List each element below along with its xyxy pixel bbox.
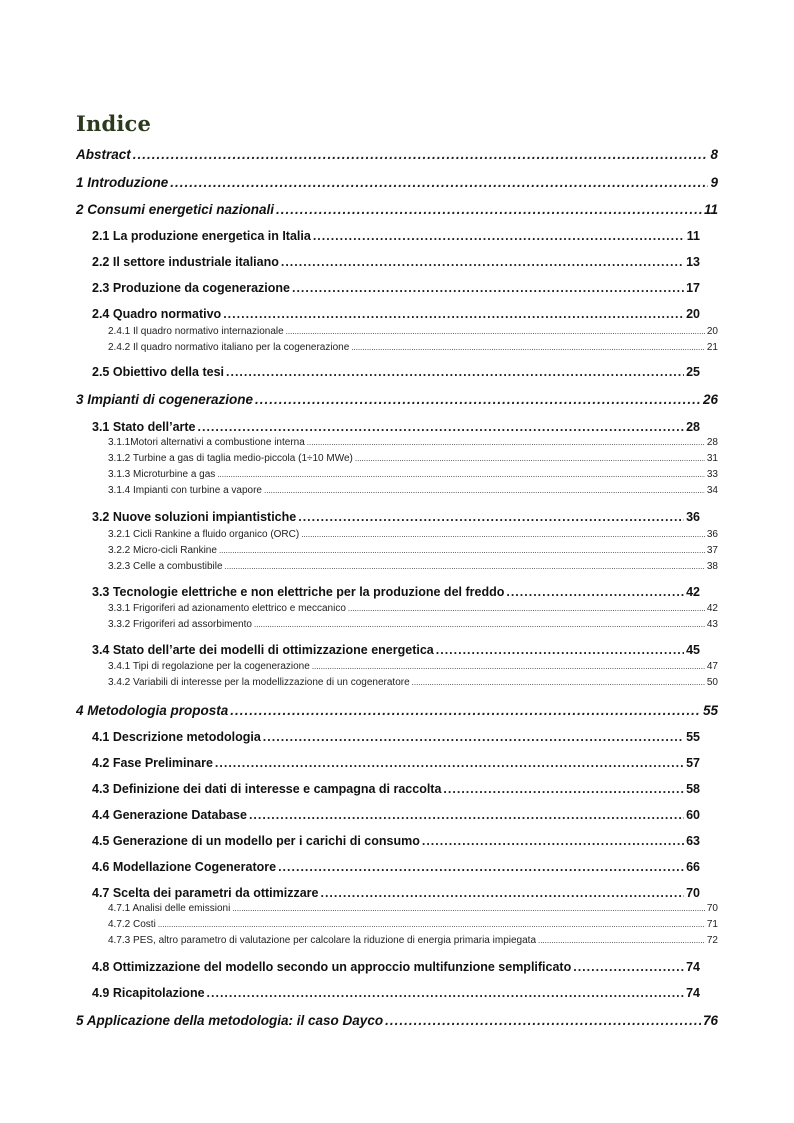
toc-leader-dots — [230, 703, 701, 718]
toc-entry-title: 3.1.4 Impianti con turbine a vapore — [108, 485, 262, 496]
toc-leader-dots — [207, 986, 685, 1000]
toc-entry[interactable] — [92, 281, 700, 298]
toc-leader-dots — [320, 886, 684, 900]
toc-entry-page: 17 — [686, 281, 700, 295]
toc-entry[interactable] — [92, 510, 700, 527]
toc-leader-dots — [223, 307, 684, 321]
toc-leader-dots — [158, 920, 705, 929]
toc-entry-page: 71 — [706, 919, 718, 930]
toc-entry-title: 3.4.1 Tipi di regolazione per la cogenerazione — [108, 661, 310, 672]
toc-entry-page: 21 — [706, 342, 718, 353]
toc-entry-title: 2.4.2 Il quadro normativo italiano per la cogenerazione — [108, 342, 350, 353]
toc-entry-page: 26 — [702, 392, 718, 407]
toc-leader-dots — [301, 530, 705, 539]
toc-entry[interactable] — [108, 561, 718, 575]
toc-entry-page: 45 — [686, 643, 700, 657]
toc-entry-page: 72 — [706, 935, 718, 946]
toc-entry[interactable] — [92, 420, 700, 437]
toc-entry[interactable] — [108, 529, 718, 543]
toc-leader-dots — [286, 327, 705, 336]
toc-entry[interactable] — [92, 834, 700, 851]
toc-entry[interactable] — [108, 603, 718, 617]
toc-entry-title: 4.7.2 Costi — [108, 919, 156, 930]
toc-leader-dots — [232, 904, 705, 913]
toc-leader-dots — [198, 420, 685, 434]
toc-entry-title: 2.3 Produzione da cogenerazione — [92, 281, 290, 295]
toc-entry-title: 4.4 Generazione Database — [92, 808, 247, 822]
toc-leader-dots — [292, 281, 684, 295]
toc-entry-page: 11 — [686, 229, 700, 243]
toc-entry-title: 4.8 Ottimizzazione del modello secondo un approccio multifunzione semplificato — [92, 960, 572, 974]
toc-entry[interactable] — [108, 485, 718, 499]
toc-entry[interactable] — [108, 453, 718, 467]
toc-leader-dots — [298, 510, 684, 524]
toc-leader-dots — [573, 960, 684, 974]
toc-entry-page: 42 — [706, 603, 718, 614]
toc-entry-title: 4 Metodologia proposta — [76, 703, 229, 718]
toc-entry[interactable] — [92, 860, 700, 877]
toc-leader-dots — [506, 585, 684, 599]
toc-entry[interactable] — [92, 756, 700, 773]
toc-leader-dots — [133, 147, 709, 162]
toc-entry-page: 34 — [706, 485, 718, 496]
toc-entry-title: 3.3.1 Frigoriferi ad azionamento elettrico e meccanico — [108, 603, 346, 614]
toc-leader-dots — [351, 343, 705, 352]
toc-entry-title: 4.6 Modellazione Cogeneratore — [92, 860, 277, 874]
toc-entry-page: 20 — [686, 307, 700, 321]
toc-leader-dots — [436, 643, 684, 657]
toc-entry[interactable] — [76, 703, 718, 721]
toc-entry-title: 3.1.1Motori alternativi a combustione interna — [108, 437, 305, 448]
toc-leader-dots — [538, 936, 705, 945]
toc-entry-title: 2.5 Obiettivo della tesi — [92, 365, 224, 379]
toc-entry-page: 20 — [706, 326, 718, 337]
toc-entry[interactable] — [76, 1013, 718, 1031]
toc-leader-dots — [263, 730, 684, 744]
toc-entry-page: 58 — [686, 782, 700, 796]
toc-entry[interactable] — [108, 326, 718, 340]
toc-leader-dots — [412, 678, 705, 687]
toc-entry-title: 1 Introduzione — [76, 175, 169, 190]
toc-entry-title: 3.2.1 Cicli Rankine a fluido organico (ORC) — [108, 529, 300, 540]
toc-entry-page: 60 — [686, 808, 700, 822]
toc-leader-dots — [170, 175, 708, 190]
page-title: Indice — [76, 111, 152, 136]
toc-entry-title: 3.1.2 Turbine a gas di taglia medio-piccola (1÷10 MWe) — [108, 453, 353, 464]
toc-entry[interactable] — [92, 585, 700, 602]
toc-entry[interactable] — [108, 919, 718, 933]
toc-entry-page: 11 — [703, 202, 718, 217]
toc-entry[interactable] — [108, 935, 718, 949]
toc-entry-page: 47 — [706, 661, 718, 672]
toc-entry-title: 3.4 Stato dell’arte dei modelli di ottimizzazione energetica — [92, 643, 434, 657]
toc-entry-title: 4.1 Descrizione metodologia — [92, 730, 261, 744]
toc-leader-dots — [422, 834, 684, 848]
toc-entry[interactable] — [92, 886, 700, 903]
toc-entry[interactable] — [76, 147, 718, 165]
toc-entry-title: 4.9 Ricapitolazione — [92, 986, 205, 1000]
toc-entry-title: 4.5 Generazione di un modello per i carichi di consumo — [92, 834, 420, 848]
toc-entry-title: 3.2.2 Micro-cicli Rankine — [108, 545, 217, 556]
toc-leader-dots — [249, 808, 684, 822]
toc-leader-dots — [313, 229, 685, 243]
toc-entry-title: 4.7 Scelta dei parametri da ottimizzare — [92, 886, 319, 900]
toc-leader-dots — [254, 620, 705, 629]
toc-entry-page: 13 — [686, 255, 700, 269]
toc-entry-page: 31 — [706, 453, 718, 464]
toc-entry[interactable] — [92, 782, 700, 799]
toc-leader-dots — [307, 438, 705, 447]
toc-entry[interactable] — [108, 342, 718, 356]
toc-entry-page: 74 — [686, 960, 700, 974]
toc-entry[interactable] — [76, 202, 718, 220]
toc-entry-page: 38 — [706, 561, 718, 572]
toc-entry-title: 3.3.2 Frigoriferi ad assorbimento — [108, 619, 252, 630]
toc-entry-title: 3 Impianti di cogenerazione — [76, 392, 254, 407]
toc-entry[interactable] — [108, 619, 718, 633]
toc-entry-title: 2.1 La produzione energetica in Italia — [92, 229, 311, 243]
toc-entry-page: 33 — [706, 469, 718, 480]
toc-entry-page: 70 — [686, 886, 700, 900]
toc-leader-dots — [215, 756, 684, 770]
toc-entry[interactable] — [92, 229, 700, 246]
toc-entry[interactable] — [92, 960, 700, 977]
toc-entry-page: 63 — [686, 834, 700, 848]
toc-entry-page: 42 — [686, 585, 700, 599]
toc-leader-dots — [278, 860, 684, 874]
toc-entry[interactable] — [92, 255, 700, 272]
toc-leader-dots — [217, 470, 705, 479]
toc-entry-page: 9 — [710, 175, 718, 190]
toc-leader-dots — [219, 546, 705, 555]
toc-leader-dots — [385, 1013, 701, 1028]
toc-leader-dots — [276, 202, 702, 217]
toc-entry-page: 43 — [706, 619, 718, 630]
toc-entry-title: 2.4.1 Il quadro normativo internazionale — [108, 326, 284, 337]
toc-entry[interactable] — [108, 469, 718, 483]
toc-entry[interactable] — [76, 392, 718, 410]
toc-entry[interactable] — [92, 643, 700, 660]
toc-entry[interactable] — [108, 677, 718, 691]
toc-entry[interactable] — [108, 661, 718, 675]
toc-entry-title: 2 Consumi energetici nazionali — [76, 202, 275, 217]
toc-entry[interactable] — [92, 365, 700, 382]
toc-leader-dots — [226, 365, 684, 379]
toc-entry-page: 37 — [706, 545, 718, 556]
toc-entry-page: 36 — [686, 510, 700, 524]
toc-entry-title: 4.3 Definizione dei dati di interesse e campagna di raccolta — [92, 782, 442, 796]
toc-entry-page: 74 — [686, 986, 700, 1000]
toc-leader-dots — [281, 255, 684, 269]
toc-entry-title: 3.2 Nuove soluzioni impiantistiche — [92, 510, 297, 524]
toc-entry-title: 4.7.3 PES, altro parametro di valutazione per calcolare la riduzione di energia primaria impiegata — [108, 935, 537, 946]
toc-entry[interactable] — [92, 808, 700, 825]
toc-entry[interactable] — [92, 730, 700, 747]
toc-entry-title: 4.7.1 Analisi delle emissioni — [108, 903, 231, 914]
toc-entry-title: 3.4.2 Variabili di interesse per la modellizzazione di un cogeneratore — [108, 677, 410, 688]
toc-entry-page: 8 — [710, 147, 718, 162]
toc-entry[interactable] — [92, 307, 700, 324]
toc-leader-dots — [255, 392, 701, 407]
toc-entry-page: 36 — [706, 529, 718, 540]
toc-entry-title: Abstract — [76, 147, 131, 162]
toc-leader-dots — [443, 782, 684, 796]
toc-entry-title: 3.1 Stato dell’arte — [92, 420, 196, 434]
toc-entry-page: 50 — [706, 677, 718, 688]
toc-entry-title: 5 Applicazione della metodologia: il caso Dayco — [76, 1013, 384, 1028]
toc-entry-title: 3.2.3 Celle a combustibile — [108, 561, 223, 572]
toc-entry-title: 3.1.3 Microturbine a gas — [108, 469, 216, 480]
toc-leader-dots — [348, 604, 705, 613]
toc-leader-dots — [355, 454, 705, 463]
toc-entry-title: 2.4 Quadro normativo — [92, 307, 222, 321]
toc-entry-page: 25 — [686, 365, 700, 379]
toc-entry-page: 55 — [686, 730, 700, 744]
toc-entry-title: 2.2 Il settore industriale italiano — [92, 255, 279, 269]
toc-leader-dots — [264, 486, 705, 495]
toc-entry[interactable] — [92, 986, 700, 1003]
toc-entry-page: 66 — [686, 860, 700, 874]
toc-entry-page: 57 — [686, 756, 700, 770]
toc-leader-dots — [225, 562, 705, 571]
toc-entry[interactable] — [108, 903, 718, 917]
toc-entry-page: 55 — [702, 703, 718, 718]
toc-entry-title: 4.2 Fase Preliminare — [92, 756, 213, 770]
toc-entry-page: 28 — [706, 437, 718, 448]
toc-entry[interactable] — [76, 175, 718, 193]
toc-entry[interactable] — [108, 545, 718, 559]
toc-entry[interactable] — [108, 437, 718, 451]
toc-entry-page: 28 — [686, 420, 700, 434]
toc-entry-page: 76 — [702, 1013, 718, 1028]
toc-entry-title: 3.3 Tecnologie elettriche e non elettriche per la produzione del freddo — [92, 585, 505, 599]
toc-leader-dots — [312, 662, 705, 671]
toc-entry-page: 70 — [706, 903, 718, 914]
